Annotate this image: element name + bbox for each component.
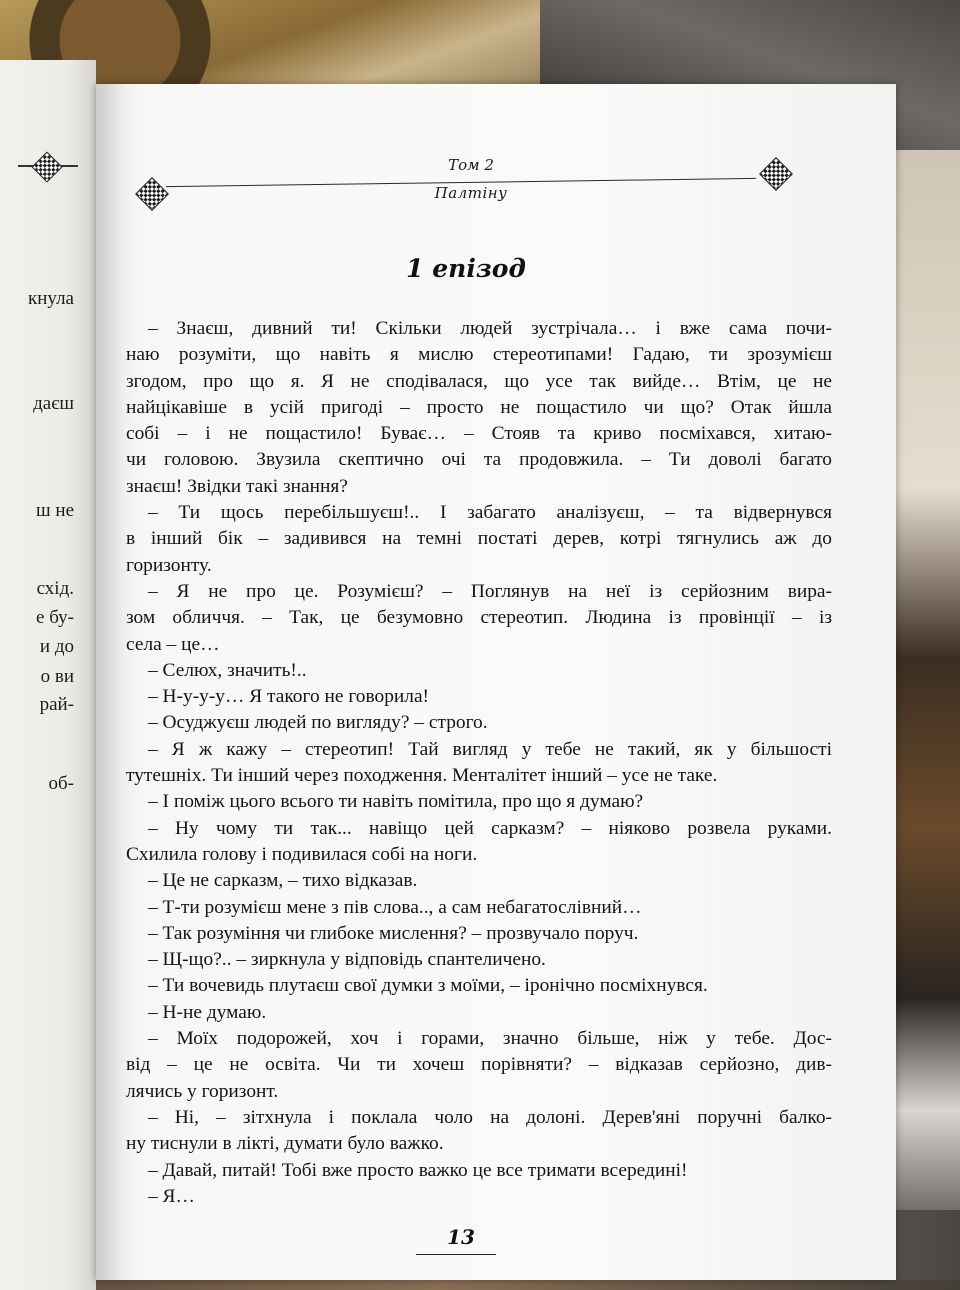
text-line: – Селюх, значить!.. [148,659,307,681]
ornament-diamond-icon [135,177,169,211]
page-number: 13 [447,1225,475,1249]
page-number-rule [416,1254,496,1255]
previous-page [0,60,96,1290]
text-line: – Ти щось перебільшуєш!.. І забагато аналізуєш, – та відвернувся [148,502,832,524]
text-line: – Ну чому ти так... навіщо цей сарказм? – ніяково розвела руками. [148,817,832,839]
previous-page-text-fragment: рай- [39,694,74,715]
text-line: – Щ-що?.. – зиркнула у відповідь спантеличено. [148,949,546,971]
text-line: лячись у горизонт. [126,1080,279,1102]
text-line: – Ні, – зітхнула і поклала чоло на долоні. Дерев'яні поручні балко- [148,1106,832,1128]
text-line: – Давай, питай! Тобі вже просто важко це все тримати всередині! [148,1159,688,1181]
chapter-title: 1 епізод [406,254,526,283]
text-line: – Т-ти розумієш мене з пів слова.., а сам небагатослівний… [148,896,642,918]
text-line: собі – і не пощастило! Буває… – Стояв та криво посміхався, хитаю- [126,423,832,445]
text-line: – Я… [148,1185,195,1207]
text-line: наю розуміти, що навіть я мислю стереотипами! Гадаю, ти зрозумієш [126,344,832,366]
text-line: – Осуджуєш людей по вигляду? – строго. [148,712,488,734]
text-line: згодом, про що я. Я не сподівалася, що усе так вийде… Втім, це не [126,370,832,392]
text-line: – Я не про це. Розумієш? – Поглянув на неї із серйозним вира- [148,580,832,602]
previous-page-text-fragment: даєш [33,393,74,414]
text-line: Схилила голову і подивилася собі на ноги. [126,843,478,865]
text-line: горизонту. [126,554,212,576]
book-title: Палтіну [434,184,508,202]
text-line: тутешніх. Ти інший через походження. Менталітет інший – усе не таке. [126,765,718,787]
left-ornament-diamond-icon [31,151,62,182]
text-line: в інший бік – задивився на темні постаті дерев, котрі тягнулись аж до [126,528,832,550]
running-header [136,154,796,214]
text-line: – Знаєш, дивний ти! Скільки людей зустрічала… і вже сама почи- [148,318,832,339]
text-line: знаєш! Звідки такі знання? [126,475,348,497]
previous-page-text-fragment: е бу- [36,607,74,628]
previous-page-text-fragment: кнула [28,288,74,309]
text-line: – Я ж кажу – стереотип! Тай вигляд у тебе не такий, як у більшості [148,738,832,760]
body-text [126,316,832,1210]
previous-page-text-fragment: об- [48,773,74,794]
previous-page-text-fragment: и до [39,636,74,657]
book-page [96,84,896,1280]
previous-page-text-fragment: схід. [36,578,74,599]
text-line: – І поміж цього всього ти навіть помітила, про що я думаю? [148,791,644,813]
text-line: від – це не освіта. Чи ти хочеш порівняти? – відказав серйозно, див- [126,1054,832,1076]
previous-page-text-fragment: о ви [40,666,74,687]
text-line: – Це не сарказм, – тихо відказав. [148,870,418,892]
ornament-diamond-icon [759,157,793,191]
text-line: – Н-не думаю. [148,1001,267,1023]
text-line: ну тиснули в лікті, думати було важко. [126,1133,444,1155]
text-line: зом обличчя. – Так, це безумовно стереотип. Людина із провінції – із [126,607,832,629]
text-line: – Моїх подорожей, хоч і горами, значно більше, ніж у тебе. Дос- [148,1028,832,1050]
text-line: найцікавіше в усій пригоді – просто не пощастило чи що? Отак йшла [126,396,832,418]
text-line: – Так розуміння чи глибоке мислення? – прозвучало поруч. [148,922,639,944]
text-line: чи головою. Звузила скептично очі та продовжила. – Ти доволі багато [126,449,832,471]
volume-label: Том 2 [448,156,494,174]
text-line: – Н-у-у-у… Я такого не говорила! [148,686,430,708]
previous-page-text-fragment: ш не [36,500,74,521]
text-line: – Ти вочевидь плутаєш свої думки з моїми, – іронічно посміхнувся. [148,975,708,997]
gutter-shadow [96,84,126,1280]
text-line: села – це… [126,633,220,655]
